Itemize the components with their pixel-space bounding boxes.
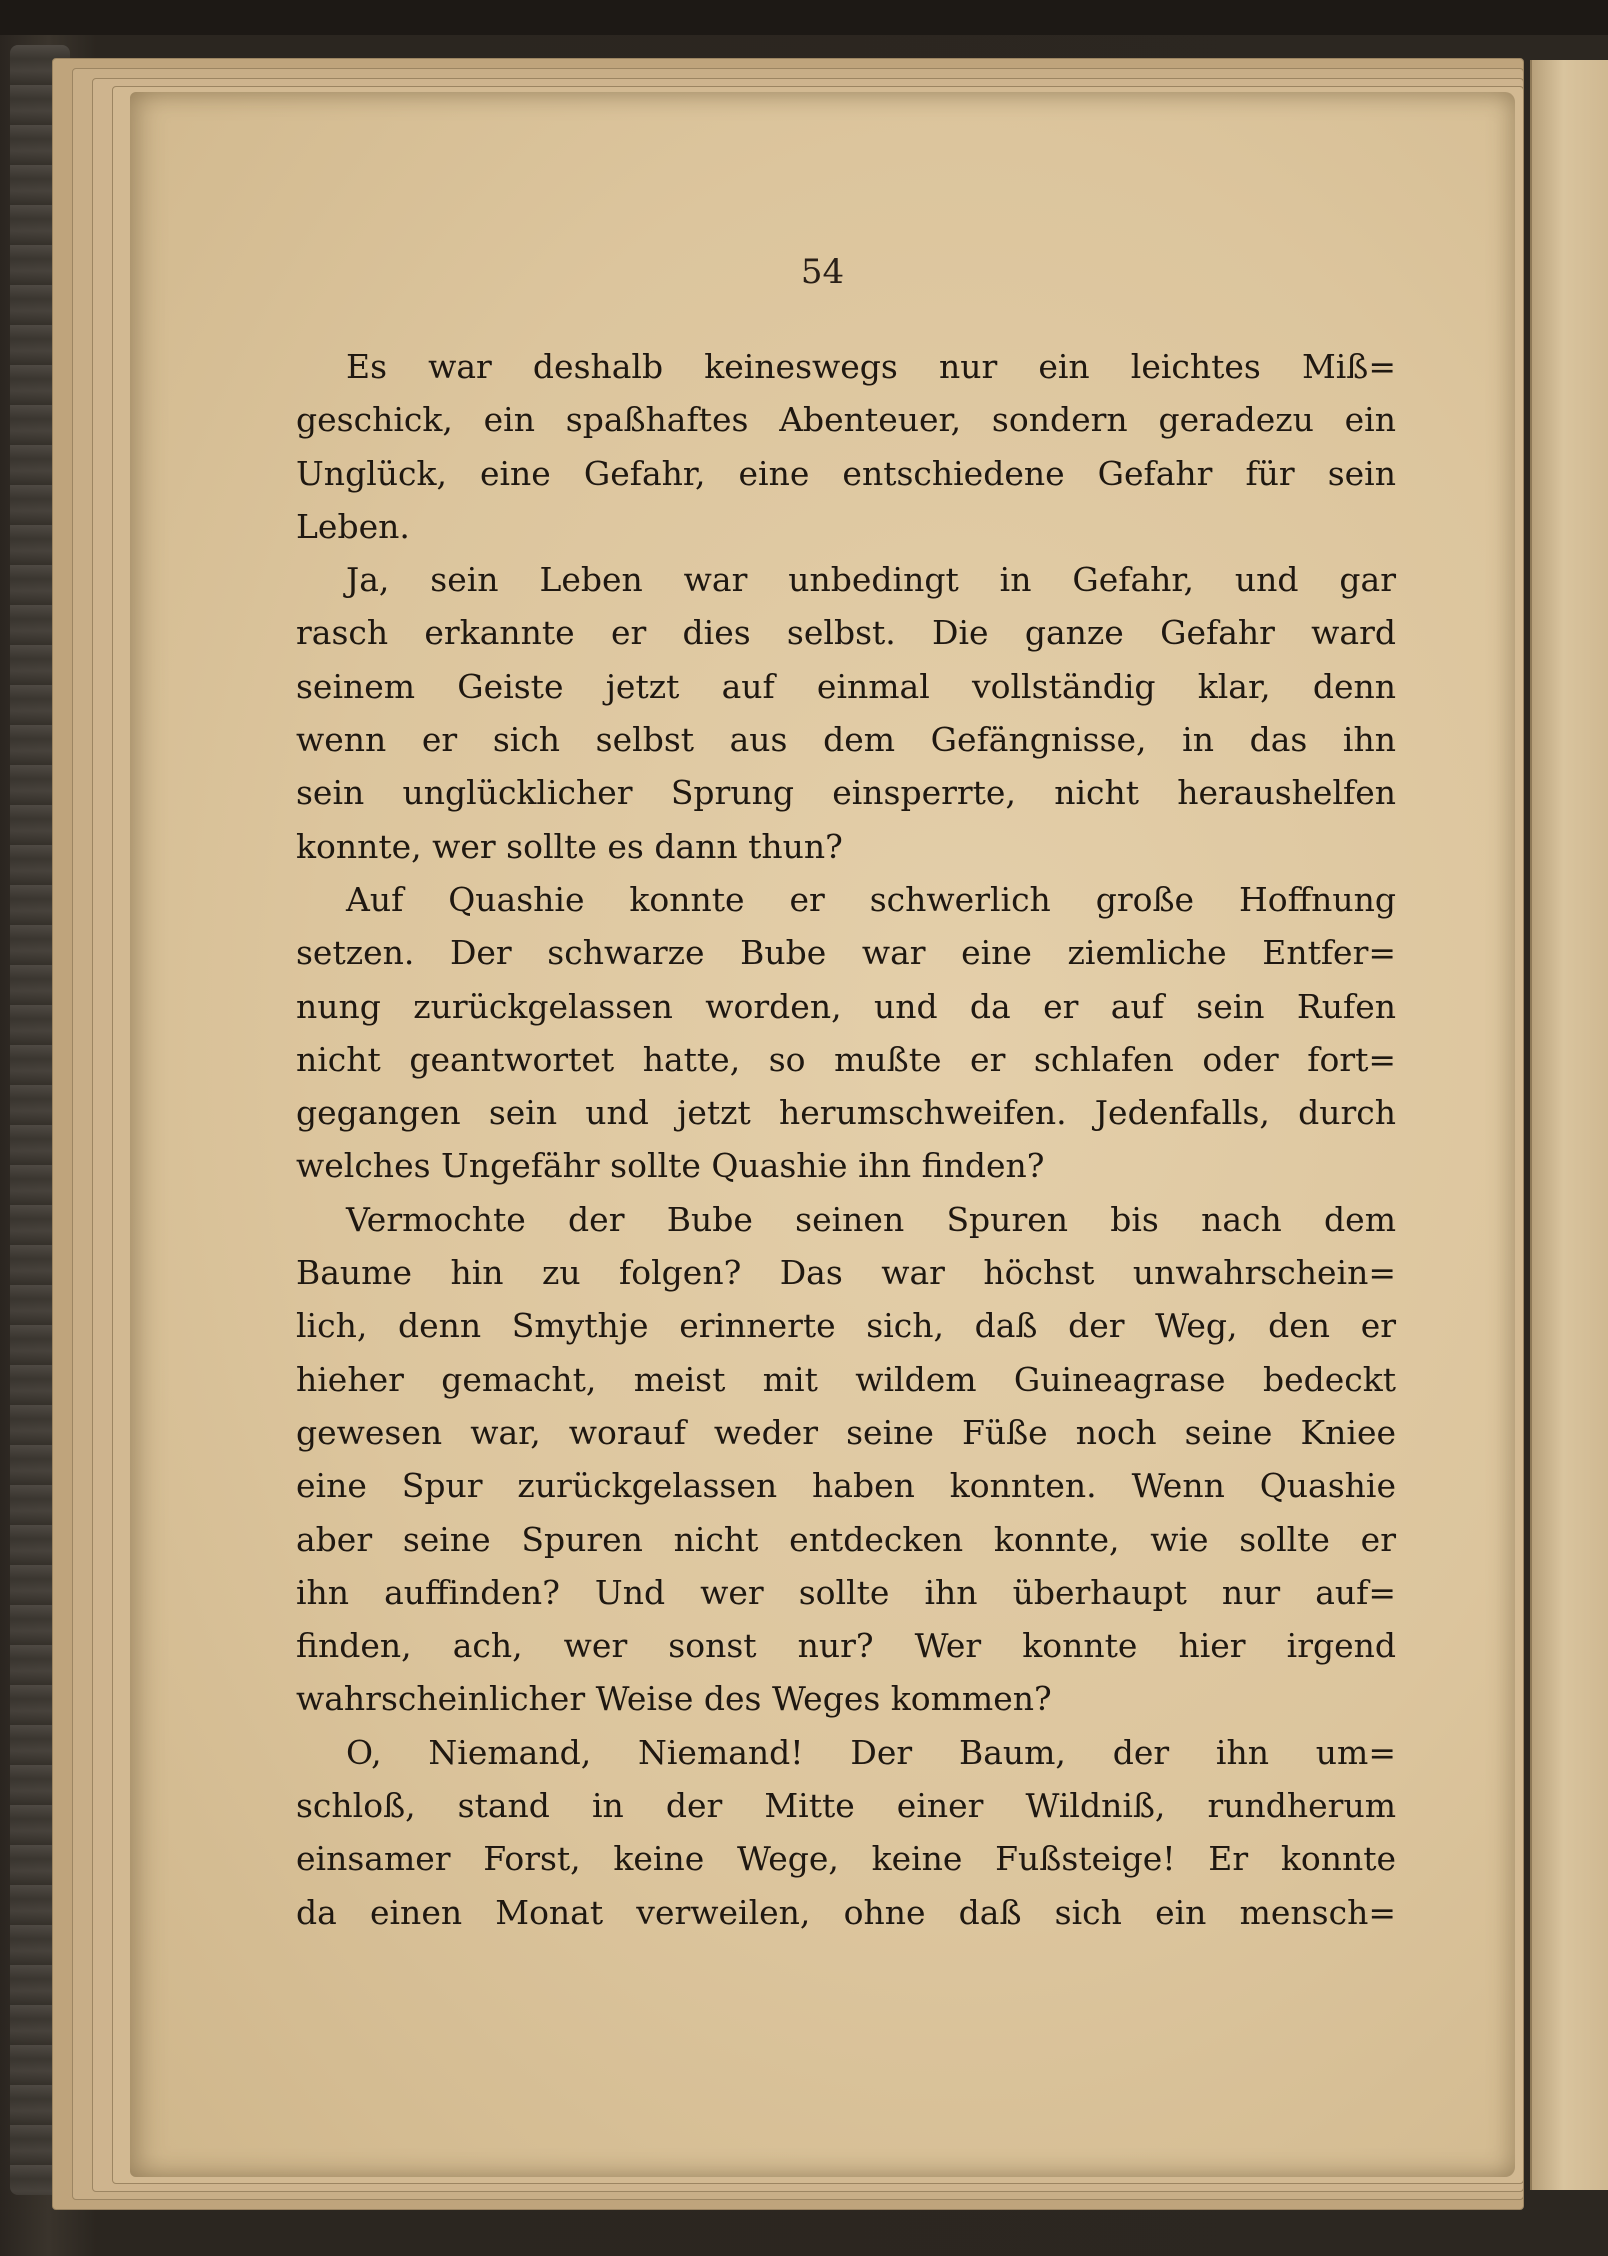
page-text (296, 340, 1396, 1939)
text-line: hieher gemacht, meist mit wildem Guineagrase bedeckt (296, 1359, 1396, 1399)
text-line: Leben. (296, 506, 410, 546)
text-line: gewesen war, worauf weder seine Füße noch seine Kniee (296, 1412, 1396, 1452)
page-number: 54 (800, 252, 845, 292)
text-line: O, Niemand, Niemand! Der Baum, der ihn um= (346, 1732, 1396, 1772)
text-line: ihn auffinden? Und wer sollte ihn überhaupt nur auf= (296, 1572, 1396, 1612)
text-line: Baume hin zu folgen? Das war höchst unwahrschein= (296, 1253, 1396, 1293)
text-line: rasch erkannte er dies selbst. Die ganze Gefahr ward (296, 613, 1396, 653)
text-line: Unglück, eine Gefahr, eine entschiedene Gefahr für sein (296, 453, 1396, 493)
text-line: Auf Quashie konnte er schwerlich große Hoffnung (346, 879, 1396, 919)
text-line: aber seine Spuren nicht entdecken konnte, wie sollte er (296, 1519, 1396, 1559)
text-line: geschick, ein spaßhaftes Abenteuer, sondern geradezu ein (296, 400, 1396, 440)
text-line: gegangen sein und jetzt herumschweifen. Jedenfalls, durch (296, 1093, 1396, 1133)
text-line: Vermochte der Bube seinen Spuren bis nach dem (346, 1199, 1396, 1239)
text-line: wahrscheinlicher Weise des Weges kommen? (296, 1679, 1052, 1719)
text-line: lich, denn Smythje erinnerte sich, daß der Weg, den er (296, 1306, 1396, 1346)
text-line: da einen Monat verweilen, ohne daß sich ein mensch= (296, 1892, 1396, 1932)
text-line: setzen. Der schwarze Bube war eine ziemliche Entfer= (296, 933, 1396, 973)
text-line: eine Spur zurückgelassen haben konnten. Wenn Quashie (296, 1466, 1396, 1506)
text-line: konnte, wer sollte es dann thun? (296, 826, 843, 866)
text-line: Ja, sein Leben war unbedingt in Gefahr, und gar (346, 560, 1396, 600)
text-line: welches Ungefähr sollte Quashie ihn finden? (296, 1146, 1045, 1186)
text-line: sein unglücklicher Sprung einsperrte, nicht heraushelfen (296, 773, 1396, 813)
text-line: schloß, stand in der Mitte einer Wildniß, rundherum (296, 1786, 1396, 1826)
text-line: seinem Geiste jetzt auf einmal vollständig klar, denn (296, 666, 1396, 706)
text-line: Es war deshalb keineswegs nur ein leichtes Miß= (346, 347, 1396, 386)
adjacent-page (1530, 60, 1608, 2190)
text-line: wenn er sich selbst aus dem Gefängnisse, in das ihn (296, 720, 1396, 760)
text-line: finden, ach, wer sonst nur? Wer konnte hier irgend (296, 1626, 1396, 1666)
text-line: nung zurückgelassen worden, und da er auf sein Rufen (296, 986, 1396, 1026)
text-line: nicht geantwortet hatte, so mußte er schlafen oder fort= (296, 1039, 1396, 1079)
text-line: einsamer Forst, keine Wege, keine Fußsteige! Er konnte (296, 1839, 1396, 1879)
